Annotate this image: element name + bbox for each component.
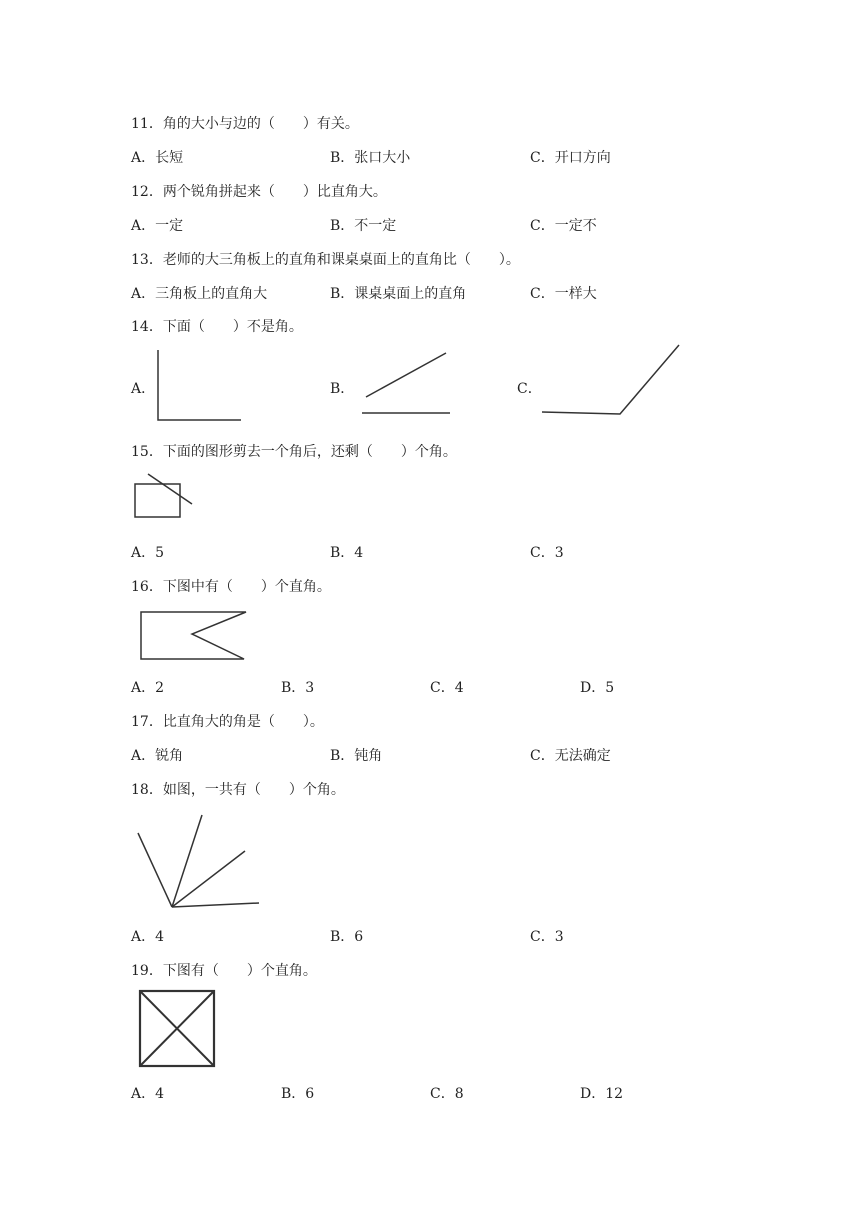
q12-option-b[interactable]: B．不一定 bbox=[330, 218, 397, 234]
q15-option-a[interactable]: A．5 bbox=[131, 545, 165, 561]
q18-ray-4 bbox=[172, 903, 259, 907]
q14-option-b[interactable]: B． bbox=[330, 381, 355, 397]
q17-option-a[interactable]: A．锐角 bbox=[131, 748, 184, 764]
question-14-stem: 14．下面（ ）不是角。 bbox=[131, 319, 303, 335]
q18-ray-3 bbox=[172, 851, 245, 907]
q17-option-c[interactable]: C．无法确定 bbox=[530, 748, 611, 764]
q16-notched-shape-figure bbox=[141, 612, 246, 659]
q12-option-c[interactable]: C．一定不 bbox=[530, 218, 597, 234]
q16-option-c[interactable]: C．4 bbox=[430, 680, 464, 696]
question-15-stem: 15．下面的图形剪去一个角后，还剩（ ）个角。 bbox=[131, 444, 457, 460]
q19-option-c[interactable]: C．8 bbox=[430, 1086, 464, 1102]
q13-option-b[interactable]: B．课桌桌面上的直角 bbox=[330, 286, 467, 302]
q14-option-c[interactable]: C． bbox=[517, 381, 542, 397]
question-18-stem: 18．如图，一共有（ ）个角。 bbox=[131, 782, 345, 798]
q18-option-b[interactable]: B．6 bbox=[330, 929, 364, 945]
q16-option-a[interactable]: A．2 bbox=[131, 680, 165, 696]
q13-option-c[interactable]: C．一样大 bbox=[530, 286, 597, 302]
q16-option-b[interactable]: B．3 bbox=[281, 680, 315, 696]
q15-option-c[interactable]: C．3 bbox=[530, 545, 564, 561]
q13-option-a[interactable]: A．三角板上的直角大 bbox=[131, 286, 268, 302]
q18-ray-2 bbox=[172, 815, 202, 907]
q15-rectangle-figure bbox=[135, 484, 180, 517]
question-11-stem: 11．角的大小与边的（ ）有关。 bbox=[131, 116, 359, 132]
q14-option-a[interactable]: A． bbox=[131, 381, 156, 397]
q19-option-b[interactable]: B．6 bbox=[281, 1086, 315, 1102]
q14-figure-c-angle bbox=[542, 345, 679, 414]
q14-figure-a-angle bbox=[158, 350, 241, 420]
question-17-stem: 17．比直角大的角是（ ）。 bbox=[131, 714, 324, 730]
question-13-stem: 13．老师的大三角板上的直角和课桌桌面上的直角比（ ）。 bbox=[131, 252, 520, 268]
q19-option-d[interactable]: D．12 bbox=[580, 1086, 624, 1102]
q15-option-b[interactable]: B．4 bbox=[330, 545, 364, 561]
q18-option-c[interactable]: C．3 bbox=[530, 929, 564, 945]
q18-ray-1 bbox=[138, 833, 172, 907]
q11-option-b[interactable]: B．张口大小 bbox=[330, 150, 411, 166]
q15-cut-line bbox=[148, 474, 192, 504]
question-19-stem: 19．下图有（ ）个直角。 bbox=[131, 963, 317, 979]
q17-option-b[interactable]: B．钝角 bbox=[330, 748, 383, 764]
q19-option-a[interactable]: A．4 bbox=[131, 1086, 165, 1102]
q16-option-d[interactable]: D．5 bbox=[580, 680, 615, 696]
question-12-stem: 12．两个锐角拼起来（ ）比直角大。 bbox=[131, 184, 387, 200]
q18-option-a[interactable]: A．4 bbox=[131, 929, 165, 945]
q12-option-a[interactable]: A．一定 bbox=[131, 218, 184, 234]
q11-option-c[interactable]: C．开口方向 bbox=[530, 150, 611, 166]
question-16-stem: 16．下图中有（ ）个直角。 bbox=[131, 579, 331, 595]
q11-option-a[interactable]: A．长短 bbox=[131, 150, 184, 166]
q14-figure-b-upper-line bbox=[366, 353, 446, 397]
